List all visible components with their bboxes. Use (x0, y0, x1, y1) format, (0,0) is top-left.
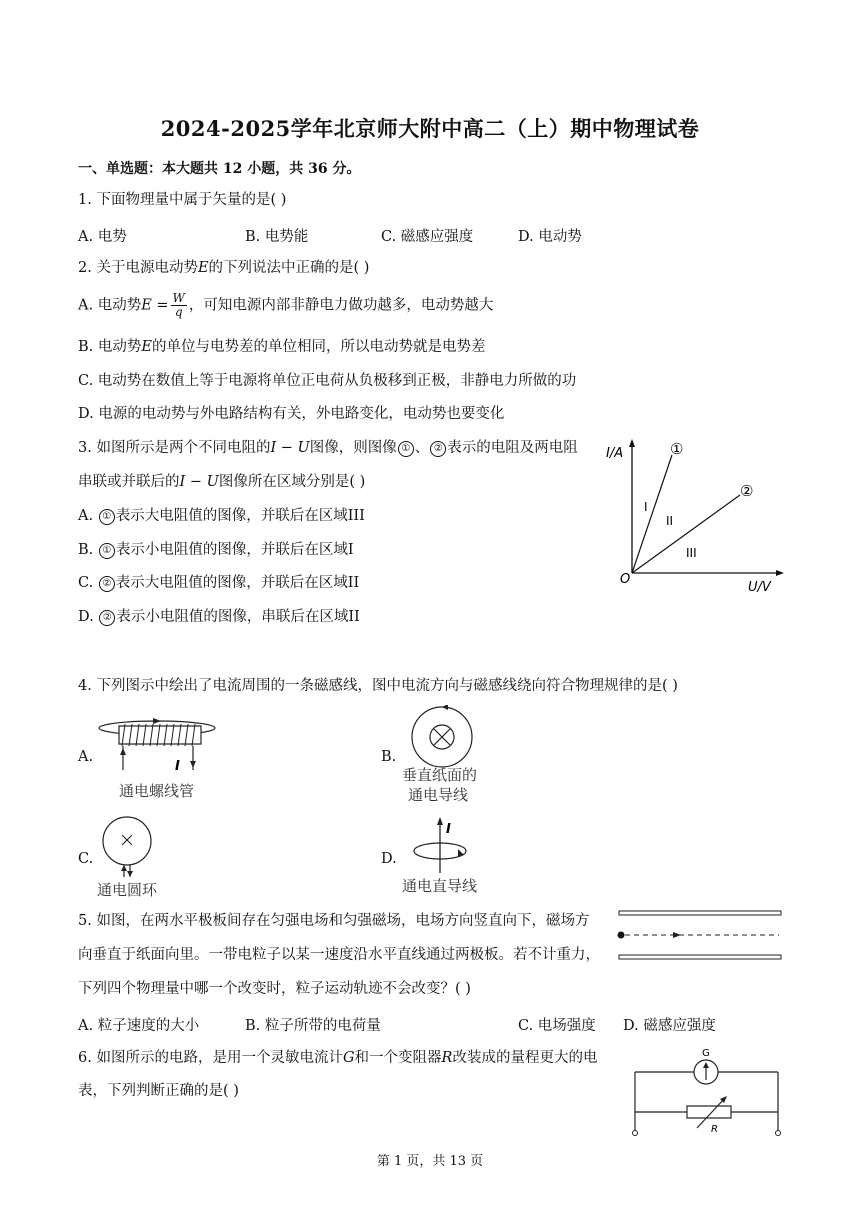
section-heading: 一、单选题：本大题共 12 小题，共 36 分。 (78, 161, 361, 177)
q5-stem-line2: 向垂直于纸面向里。一带电粒子以某一速度沿水平直线通过两极板。若不计重力， (78, 947, 600, 963)
x-axis-label: U/V (748, 580, 771, 595)
q3-l1-mid: 图像，则图像 (309, 440, 397, 456)
q4-option-b-label: B. (381, 749, 397, 765)
q2-a-pre: A. 电动势 (78, 297, 142, 314)
q5-option-c: C. 电场强度 (518, 1018, 596, 1034)
q3-b-text: 表示小电阻值的图像，并联后在区域I (115, 542, 354, 558)
q2-a-den: q (174, 305, 183, 319)
x-axis-arrow (776, 570, 784, 576)
q1-option-b: B. 电势能 (245, 229, 309, 245)
q2-stem-var: E (197, 260, 209, 276)
q1-option-c: C. 磁感应强度 (381, 229, 474, 245)
galvanometer-needle-arrow (703, 1062, 709, 1068)
q3-d-text: 表示小电阻值的图像，串联后在区域II (116, 609, 360, 625)
q2-option-a (78, 292, 493, 319)
q2-option-b (78, 337, 485, 357)
q5-option-d: D. 磁感应强度 (623, 1018, 716, 1034)
lower-plate (619, 955, 781, 959)
q2-stem-post: 的下列说法中正确的是( ) (208, 260, 370, 276)
straight-wire-caption: 通电直导线 (402, 877, 478, 895)
current-label: I (175, 759, 180, 774)
q3-c-circle: ② (99, 576, 115, 592)
origin-label: O (620, 572, 631, 587)
page-footer: 第 1 页，共 13 页 (376, 1154, 484, 1169)
q3-l2-pre: 串联或并联后的 (78, 474, 180, 490)
q2-stem-pre: 2. 关于电源电动势 (78, 260, 198, 276)
wire-caption-2: 通电导线 (408, 786, 469, 804)
q2-a-num: W (172, 291, 185, 305)
q3-a-text: 表示大电阻值的图像，并联后在区域III (115, 508, 365, 524)
q3-sep: 、 (414, 440, 430, 456)
q3-c-text: 表示大电阻值的图像，并联后在区域II (115, 575, 360, 591)
terminal-left (633, 1131, 638, 1136)
q3-d-circle: ② (99, 610, 115, 626)
q6-circuit-figure (625, 1040, 790, 1140)
y-axis-label: I/A (606, 446, 624, 461)
line-2-label: ② (740, 482, 754, 500)
lead-left-arrow (120, 748, 126, 755)
current-ring (103, 817, 151, 865)
q6-l1-post: 改装成的量程更大的电 (452, 1050, 598, 1066)
ring-lead-arrow-up (121, 865, 127, 871)
q4-wire-into-page-figure (398, 705, 508, 805)
lead-right-arrow (190, 761, 196, 768)
q5-option-a: A. 粒子速度的大小 (78, 1018, 200, 1034)
solenoid-caption: 通电螺线管 (119, 782, 195, 800)
q2-option-c: C. 电动势在数值上等于电源将单位正电荷从负极移到正极，非静电力所做的功 (78, 373, 577, 389)
q1-stem: 1. 下面物理量中属于矢量的是( ) (78, 192, 287, 208)
q2-b-pre: B. 电动势 (78, 339, 142, 355)
q2-b-var: E (141, 339, 152, 355)
rheostat-label: R (711, 1124, 718, 1135)
q3-stem-line2 (78, 472, 365, 492)
region-2-label: II (666, 514, 674, 528)
q3-b-circle: ① (99, 543, 115, 559)
q3-d-label: D. (78, 609, 94, 625)
y-axis-arrow (629, 439, 635, 447)
q4-straight-wire-figure (398, 815, 508, 900)
wire-caption-1: 垂直纸面的 (402, 766, 478, 784)
q3-c-label: C. (78, 575, 94, 591)
q3-a-label: A. (78, 508, 94, 524)
q2-a-post: ，可知电源内部非静电力做功越多，电动势越大 (188, 297, 494, 314)
q3-l1-pre: 3. 如图所示是两个不同电阻的 (78, 440, 271, 456)
q4-option-d-label: D. (381, 851, 397, 867)
q4-option-a-label: A. (78, 749, 94, 765)
q6-l1-mid: 和一个变阻器 (354, 1050, 442, 1066)
q3-l1-post: 表示的电阻及两电阻 (447, 440, 578, 456)
q3-iu-2: I − U (179, 474, 219, 490)
q4-stem: 4. 下列图示中绘出了电流周围的一条磁感线，图中电流方向与磁感线绕向符合物理规律的是( ) (78, 678, 678, 694)
q2-a-eq: E = (141, 297, 169, 314)
line-1-label: ① (670, 440, 684, 458)
region-1-label: I (644, 500, 648, 514)
q6-g: G (342, 1050, 355, 1066)
q3-l2-post: 图像所在区域分别是( ) (218, 474, 366, 490)
q5-plates-figure (615, 905, 785, 965)
upper-plate (619, 911, 781, 915)
q5-stem-line3: 下列四个物理量中哪一个改变时，粒子运动轨迹不会改变？( ) (78, 981, 471, 997)
ring-lead-arrow-down (127, 871, 133, 877)
q3-iu-graph (600, 435, 790, 595)
q2-b-post: 的单位与电势差的单位相同，所以电动势就是电势差 (151, 339, 486, 355)
q3-option-b (78, 540, 354, 560)
q1-option-d: D. 电动势 (518, 229, 582, 245)
q6-stem-line2: 表，下列判断正确的是( ) (78, 1083, 239, 1099)
q2-a-fraction (171, 292, 187, 319)
wire-current-label: I (446, 822, 451, 837)
q3-circle-1: ① (398, 441, 414, 457)
q2-stem (78, 258, 369, 278)
q3-option-a (78, 506, 365, 526)
region-3-label: III (686, 546, 697, 560)
velocity-arrow (673, 932, 681, 938)
q4-ring-figure (95, 815, 185, 900)
q3-option-d (78, 607, 360, 627)
ring-caption: 通电圆环 (97, 881, 158, 899)
q6-r: R (441, 1050, 453, 1066)
graph-line-2 (632, 495, 740, 573)
q3-stem-line1 (78, 438, 578, 458)
q5-stem-line1: 5. 如图，在两水平极板间存在匀强电场和匀强磁场，电场方向竖直向下，磁场方 (78, 913, 590, 929)
page-title: 2024-2025学年北京师大附中高二（上）期中物理试卷 (160, 116, 700, 141)
q3-iu: I − U (270, 440, 310, 456)
terminal-right (776, 1131, 781, 1136)
q3-circle-2: ② (430, 441, 446, 457)
q2-option-d: D. 电源的电动势与外电路结构有关，外电路变化，电动势也要变化 (78, 406, 505, 422)
q3-option-c (78, 573, 359, 593)
rheostat-body (687, 1106, 731, 1118)
q6-l1-pre: 6. 如图所示的电路，是用一个灵敏电流计 (78, 1050, 343, 1066)
q6-stem-line1 (78, 1048, 597, 1068)
galvanometer-label: G (702, 1048, 710, 1059)
q4-solenoid-figure (95, 708, 235, 803)
q1-option-a: A. 电势 (78, 229, 127, 245)
q3-a-circle: ① (99, 509, 115, 525)
q5-option-b: B. 粒子所带的电荷量 (245, 1018, 381, 1034)
field-direction-arrow (153, 718, 161, 724)
wire-current-arrow (437, 817, 443, 825)
q4-option-c-label: C. (78, 851, 94, 867)
field-ellipse-arrow (458, 849, 464, 857)
q3-b-label: B. (78, 542, 94, 558)
particle (618, 932, 625, 939)
